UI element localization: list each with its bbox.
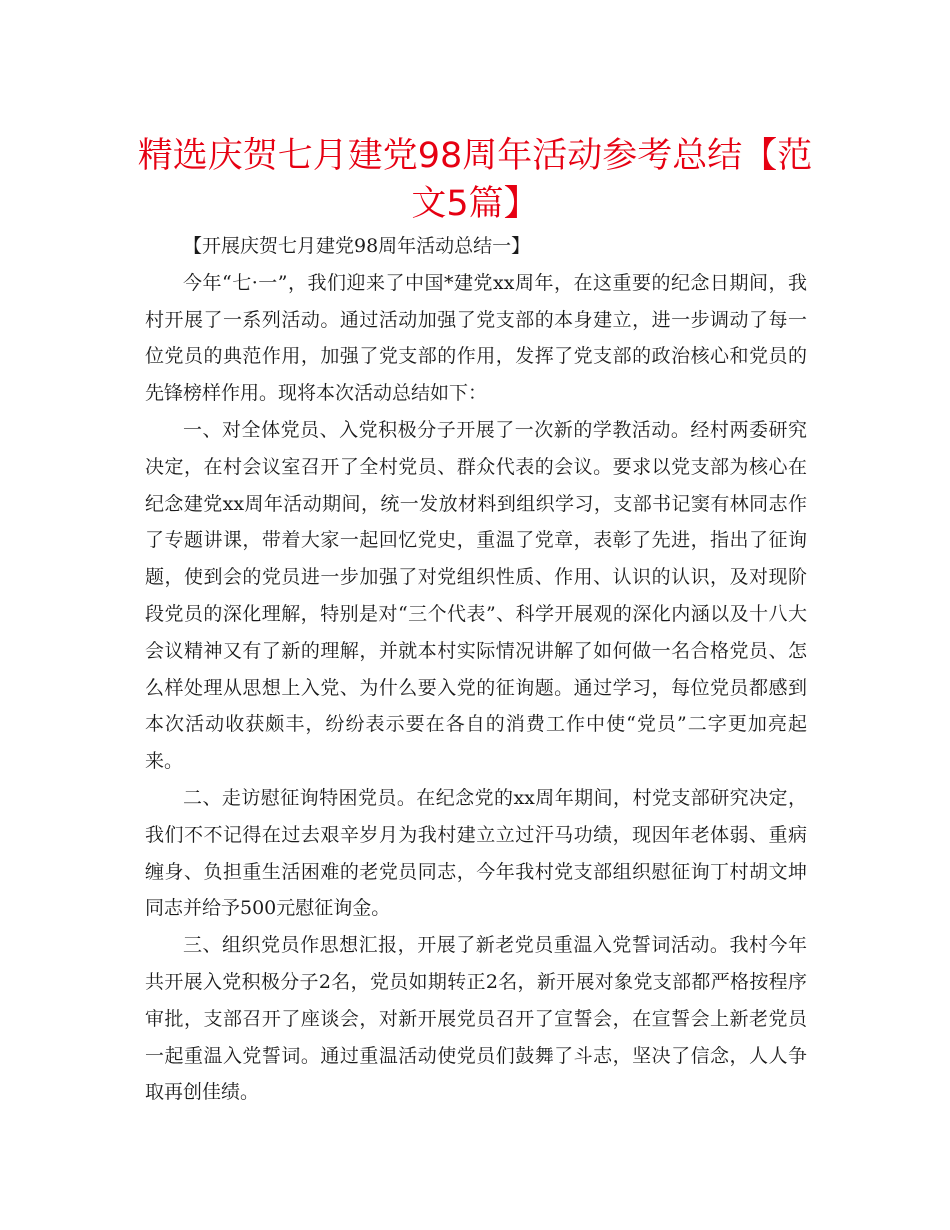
paragraph-item-1: 一、对全体党员、入党积极分子开展了一次新的学教活动。经村两委研究决定，在村会议室召开了全村党员、群众代表的会议。要求以党支部为核心在纪念建党xx周年活动期间，统一发放材料到组织学习，支部书记窦有林同志作了专题讲课，带着大家一起回忆党史，重温了党章，表彰了先进，指出了征询题，使到会的党员进一步加强了对党组织性质、作用、认识的认识，及对现阶段党员的深化理解，特别是对“三个代表”、科学开展观的深化内涵以及十八大会议精神又有了新的理解，并就本村实际情况讲解了如何做一名合格党员、怎么样处理从思想上入党、为什么要入党的征询题。通过学习，每位党员都感到本次活动收获颇丰，纷纷表示要在各自的消费工作中使“党员”二字更加亮起来。 (145, 418, 807, 773)
document-body (145, 228, 807, 1111)
paragraph-intro: 今年“七·一”，我们迎来了中国*建党xx周年，在这重要的纪念日期间，我村开展了一系列活动。通过活动加强了党支部的本身建立，进一步调动了每一位党员的典范作用，加强了党支部的作用，发挥了党支部的政治核心和党员的先锋榜样作用。现将本次活动总结如下： (145, 271, 807, 405)
document-title: 精选庆贺七月建党98周年活动参考总结【范文5篇】 (137, 136, 813, 224)
section-subheading: 【开展庆贺七月建党98周年活动总结一】 (183, 235, 531, 257)
paragraph-item-3: 三、组织党员作思想汇报，开展了新老党员重温入党誓词活动。我村今年共开展入党积极分子2名，党员如期转正2名，新开展对象党支部都严格按程序审批，支部召开了座谈会，对新开展党员召开了宣誓会，在宣誓会上新老党员一起重温入党誓词。通过重温活动使党员们鼓舞了斗志，坚决了信念，人人争取再创佳绩。 (145, 934, 807, 1104)
paragraph-item-2: 二、走访慰征询特困党员。在纪念党的xx周年期间，村党支部研究决定，我们不不记得在过去艰辛岁月为我村建立立过汗马功绩，现因年老体弱、重病缠身、负担重生活困难的老党员同志，今年我村党支部组织慰征询丁村胡文坤同志并给予500元慰征询金。 (145, 786, 807, 920)
